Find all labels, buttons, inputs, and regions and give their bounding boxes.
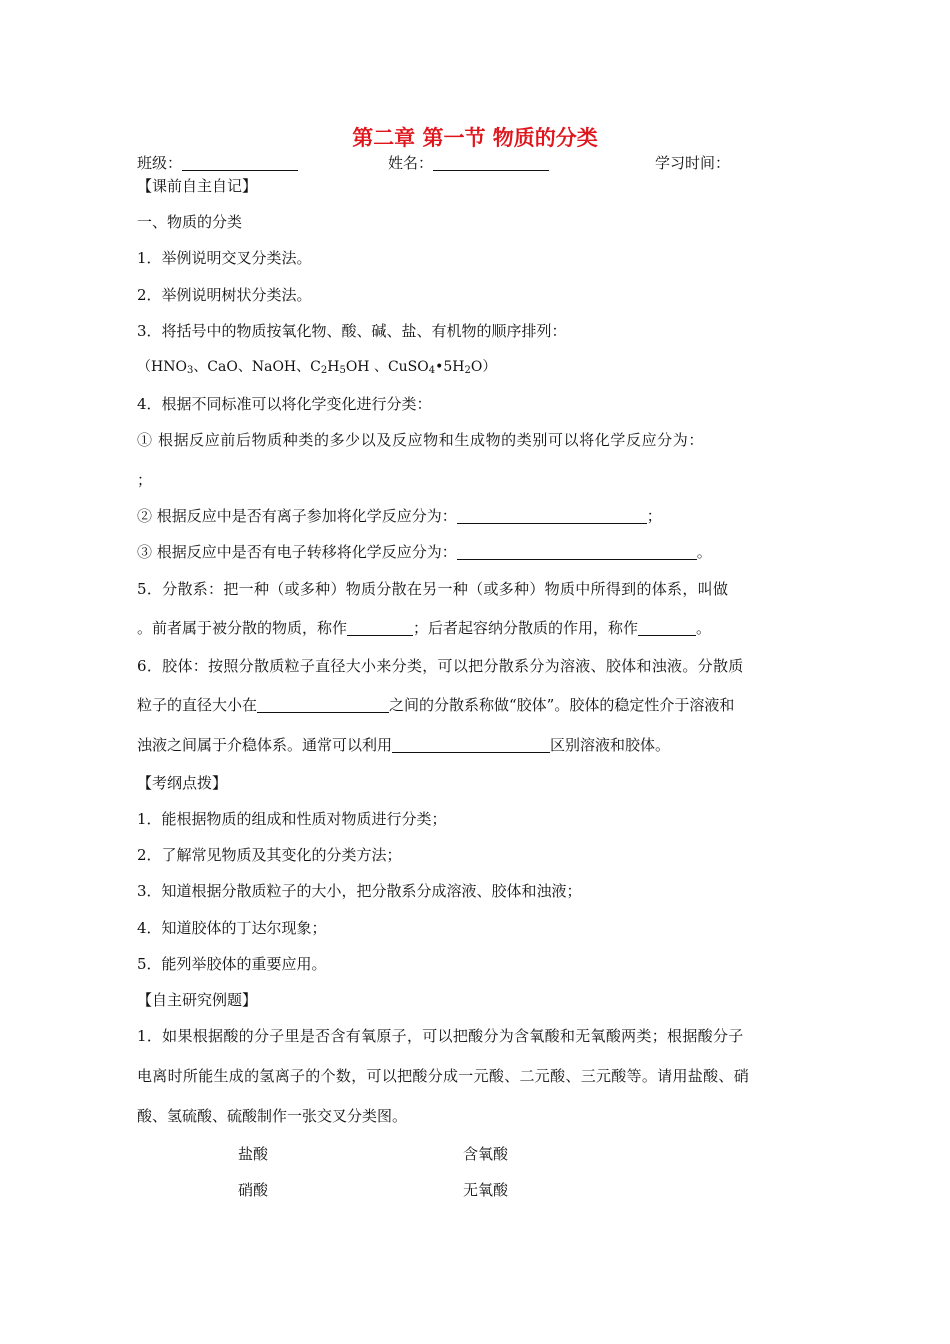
section-part1: 一、物质的分类 [137, 213, 243, 231]
acid-category: 含氧酸 [463, 1145, 509, 1163]
question-6-line-3 [137, 735, 670, 755]
class-label: 班级： [137, 154, 183, 172]
question-5-text: ；后者起容纳分散质的作用，称作 [413, 619, 639, 637]
question-4: 4．根据不同标准可以将化学变化进行分类： [137, 395, 432, 413]
formula-subscript: 4 [428, 365, 436, 376]
formula-subscript: 2 [320, 365, 328, 376]
question-4-2-text: ② 根据反应中是否有离子参加将化学反应分为： [137, 507, 457, 525]
formula-text: 、CaO、NaOH、C [193, 359, 321, 375]
question-1: 1．举例说明交叉分类法。 [137, 249, 312, 267]
formula-text: OH 、CuSO [345, 359, 429, 375]
answer-blank[interactable] [392, 736, 550, 753]
name-label: 姓名： [388, 154, 434, 172]
question-4-1-end: ； [137, 471, 153, 489]
question-4-3-text: ③ 根据反应中是否有电子转移将化学反应分为： [137, 543, 457, 561]
name-blank[interactable] [433, 154, 549, 171]
question-6-text: 区别溶液和胶体。 [550, 736, 671, 754]
study-time-label: 学习时间： [655, 154, 731, 172]
example-line-3: 酸、氢硫酸、硫酸制作一张交叉分类图。 [137, 1107, 408, 1125]
formula-subscript: 3 [186, 365, 194, 376]
punctuation: 。 [696, 543, 712, 561]
question-5-line-1: 5．分散系：把一种（或多种）物质分散在另一种（或多种）物质中所得到的体系，叫做 [137, 580, 729, 598]
kaogang-item: 4．知道胶体的丁达尔现象； [137, 919, 327, 937]
punctuation: 。 [696, 619, 712, 637]
answer-blank[interactable] [257, 696, 389, 713]
answer-blank[interactable] [457, 507, 647, 524]
kaogang-item: 2．了解常见物质及其变化的分类方法； [137, 846, 402, 864]
kaogang-item: 3．知道根据分散质粒子的大小，把分散系分成溶液、胶体和浊液； [137, 882, 582, 900]
punctuation: ； [646, 507, 662, 525]
acid-item: 盐酸 [238, 1145, 269, 1163]
question-6-text: 粒子的直径大小在 [137, 696, 258, 714]
question-3: 3．将括号中的物质按氧化物、酸、碱、盐、有机物的顺序排列： [137, 322, 567, 340]
formula-text: •5H [435, 359, 465, 375]
acid-item: 硝酸 [238, 1181, 269, 1199]
page-title: 第二章 第一节 物质的分类 [352, 126, 598, 150]
question-6-text: 浊液之间属于介稳体系。通常可以利用 [137, 736, 393, 754]
kaogang-item: 1．能根据物质的组成和性质对物质进行分类； [137, 810, 447, 828]
question-4-3 [137, 542, 712, 562]
formula-subscript: 5 [339, 365, 346, 376]
formula-text: H [327, 359, 340, 375]
section-pre-class: 【课前自主自记】 [137, 177, 258, 195]
answer-blank[interactable] [457, 543, 697, 560]
example-line-2: 电离时所能生成的氢离子的个数，可以把酸分成一元酸、二元酸、三元酸等。请用盐酸、硝 [137, 1067, 750, 1085]
question-3-formula [137, 357, 496, 381]
name-field [388, 153, 549, 173]
question-5-text: 。前者属于被分散的物质，称作 [137, 619, 348, 637]
question-4-1: ① 根据反应前后物质种类的多少以及反应物和生成物的类别可以将化学反应分为： [137, 431, 704, 449]
answer-blank[interactable] [347, 619, 413, 636]
answer-blank[interactable] [638, 619, 696, 636]
formula-text: O） [470, 359, 497, 375]
question-2: 2．举例说明树状分类法。 [137, 286, 312, 304]
example-line-1: 1．如果根据酸的分子里是否含有氧原子，可以把酸分为含氧酸和无氧酸两类；根据酸分子 [137, 1027, 744, 1045]
question-5-line-2 [137, 618, 711, 638]
question-6-text: 之间的分散系称做“胶体”。胶体的稳定性介于溶液和 [389, 696, 735, 714]
formula-subscript: 2 [464, 365, 471, 376]
question-4-2 [137, 506, 662, 526]
formula-text: （HNO [137, 359, 187, 375]
kaogang-item: 5．能列举胶体的重要应用。 [137, 955, 327, 973]
acid-category: 无氧酸 [463, 1181, 509, 1199]
class-blank[interactable] [182, 154, 298, 171]
question-6-line-1: 6．胶体：按照分散质粒子直径大小来分类，可以把分散系分为溶液、胶体和浊液。分散质 [137, 657, 744, 675]
class-field [137, 153, 298, 173]
section-kaogang: 【考纲点拨】 [137, 774, 228, 792]
question-6-line-2 [137, 695, 734, 715]
section-examples: 【自主研究例题】 [137, 991, 258, 1009]
